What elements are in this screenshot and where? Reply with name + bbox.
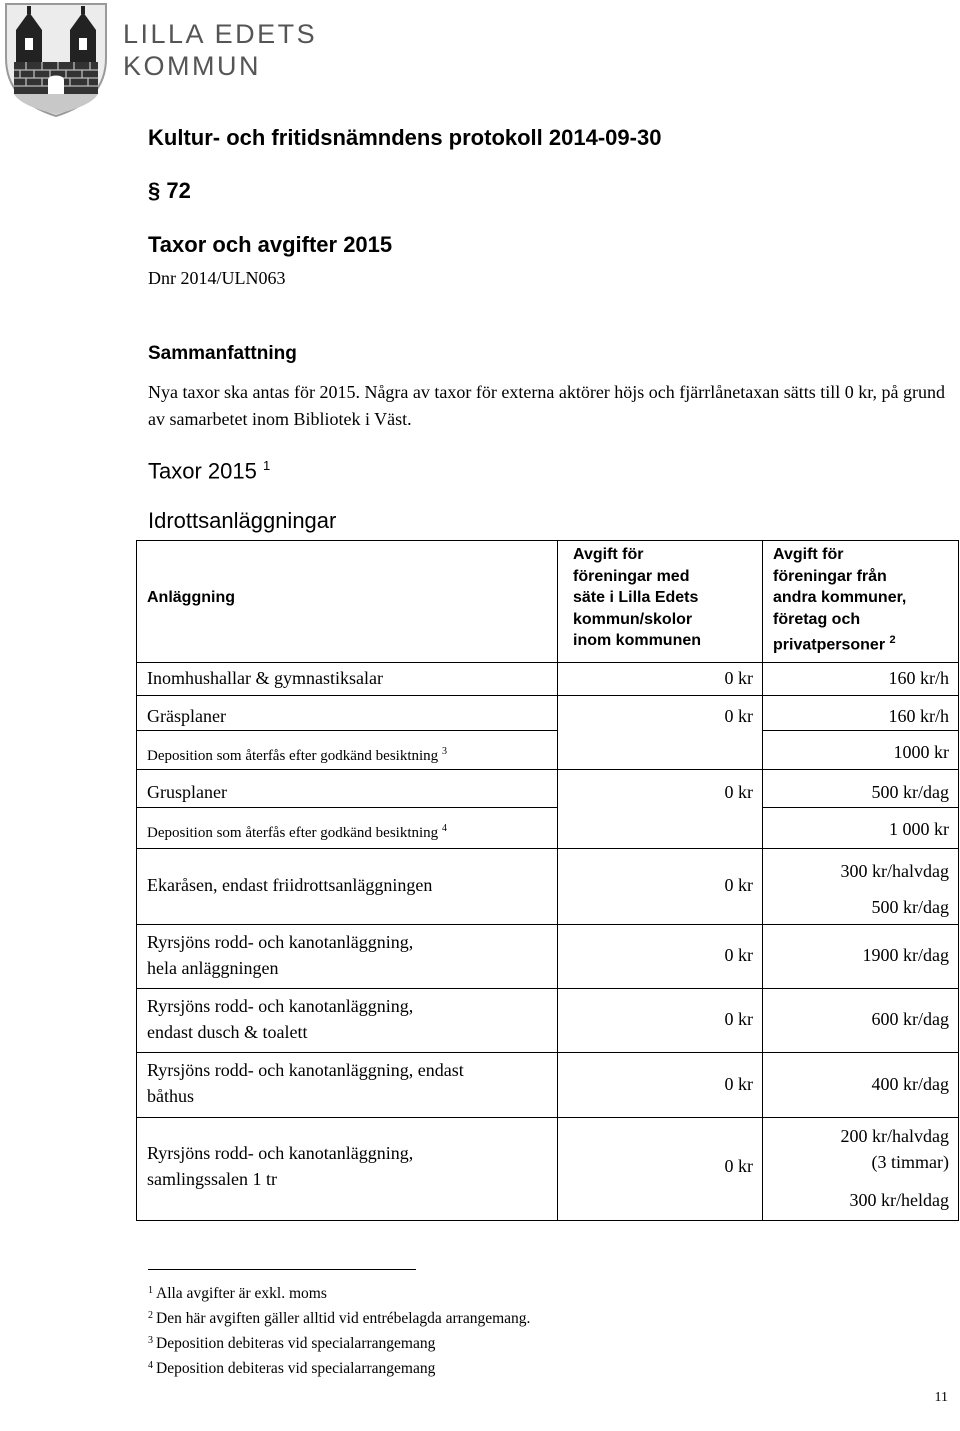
header-line: Avgift för [573, 546, 644, 563]
footnote-number: 2 [148, 1310, 153, 1321]
row-external-fee [759, 853, 949, 925]
row-divider [137, 1117, 958, 1118]
row-divider [763, 807, 958, 808]
fee-table [136, 540, 959, 1221]
row-deposit-label [147, 739, 557, 769]
row-facility-name: Grusplaner [147, 782, 227, 802]
footnote-text: Deposition debiteras vid specialarrangemang [156, 1360, 436, 1377]
row-local-fee: 0 kr [724, 782, 753, 802]
row-external-fee [759, 1123, 949, 1213]
row-external-fee: 160 kr/h [888, 668, 949, 688]
header-line: andra kommuner, [773, 589, 907, 606]
footnote-separator [148, 1269, 416, 1270]
header-external-fee [773, 544, 906, 656]
case-number: Dnr 2014/ULN063 [148, 268, 286, 288]
header-line-text: privatpersoner [773, 636, 886, 654]
header-line: säte i Lilla Edets [573, 589, 699, 606]
name-line: samlingssalen 1 tr [147, 1169, 277, 1189]
row-deposit-value: 1 000 kr [889, 819, 949, 839]
row-divider [137, 1052, 958, 1053]
fee-line: 500 kr/dag [871, 897, 949, 917]
row-divider [763, 730, 958, 731]
fee-line: 200 kr/halvdag [840, 1126, 949, 1146]
name-line: båthus [147, 1086, 194, 1106]
row-facility-name: Ekaråsen, endast friidrottsanläggningen [147, 875, 433, 895]
row-divider [137, 769, 958, 770]
row-deposit-value: 1000 kr [893, 742, 949, 762]
footnote-number: 4 [148, 1360, 153, 1371]
row-local-fee: 0 kr [724, 1156, 753, 1176]
row-local-fee: 0 kr [724, 668, 753, 688]
row-local-fee: 0 kr [724, 706, 753, 726]
name-line: Ryrsjöns rodd- och kanotanläggning, [147, 1143, 414, 1163]
page-number: 11 [934, 1390, 948, 1405]
header-facility: Anläggning [147, 589, 235, 606]
footnote-text: Den här avgiften gäller alltid vid entrébelagda arrangemang. [156, 1310, 531, 1327]
fee-line: (3 timmar) [871, 1152, 949, 1172]
footnotes [148, 1280, 530, 1380]
coat-of-arms-icon [0, 0, 112, 118]
row-divider [137, 848, 958, 849]
decision-title: Taxor och avgifter 2015 [148, 232, 393, 257]
taxor-heading-text: Taxor 2015 [148, 458, 257, 484]
footnote-ref: 4 [441, 823, 447, 834]
row-deposit-label [147, 816, 557, 846]
header-line: företag och [773, 610, 861, 628]
row-local-fee: 0 kr [724, 945, 753, 965]
fee-line: 300 kr/halvdag [840, 861, 949, 881]
municipality-line-2: KOMMUN [123, 51, 261, 81]
header-line: Avgift för [773, 546, 844, 563]
footnote-number: 1 [148, 1285, 153, 1296]
row-divider [137, 807, 557, 808]
footnote-text: Deposition debiteras vid specialarrangemang [156, 1335, 436, 1352]
row-external-fee: 500 kr/dag [871, 782, 949, 802]
row-local-fee: 0 kr [724, 1074, 753, 1094]
deposit-text: Deposition som återfås efter godkänd besiktning [147, 748, 439, 764]
name-line: Ryrsjöns rodd- och kanotanläggning, [147, 932, 414, 952]
header-line: föreningar från [773, 567, 887, 585]
footnote [148, 1305, 530, 1330]
footnote-ref: 3 [441, 746, 447, 757]
header-local-fee [573, 544, 701, 652]
row-divider [137, 695, 958, 696]
footnote [148, 1330, 530, 1355]
footnote-ref: 2 [889, 634, 896, 646]
column-divider [557, 541, 558, 1220]
footnote [148, 1355, 530, 1380]
name-line: Ryrsjöns rodd- och kanotanläggning, [147, 996, 414, 1016]
municipality-line-1: LILLA EDETS [123, 19, 318, 49]
name-line: Ryrsjöns rodd- och kanotanläggning, endast [147, 1060, 464, 1080]
summary-heading: Sammanfattning [148, 343, 297, 364]
footnote-number: 3 [148, 1335, 153, 1346]
row-facility-name: Gräsplaner [147, 706, 226, 726]
protocol-title: Kultur- och fritidsnämndens protokoll 2014-09-30 [148, 125, 662, 150]
row-facility-name [147, 993, 557, 1045]
name-line: hela anläggningen [147, 958, 279, 978]
row-local-fee: 0 kr [724, 875, 753, 895]
footnote [148, 1280, 530, 1305]
header-line: föreningar med [573, 567, 690, 585]
fee-line: 300 kr/heldag [849, 1190, 949, 1210]
row-external-fee: 600 kr/dag [871, 1009, 949, 1029]
header-line [773, 630, 906, 656]
header-line: kommun/skolor [573, 610, 693, 628]
row-facility-name [147, 929, 557, 981]
row-external-fee: 400 kr/dag [871, 1074, 949, 1094]
row-divider [137, 988, 958, 989]
row-external-fee: 160 kr/h [888, 706, 949, 726]
deposit-text: Deposition som återfås efter godkänd besiktning [147, 825, 439, 841]
name-line: endast dusch & toalett [147, 1022, 308, 1042]
row-divider [137, 662, 958, 663]
row-facility-name [147, 1140, 557, 1192]
taxor-heading [148, 458, 270, 484]
row-facility-name [147, 1057, 557, 1109]
row-local-fee: 0 kr [724, 1009, 753, 1029]
footnote-text: Alla avgifter är exkl. moms [156, 1285, 327, 1302]
paragraph-number: § 72 [148, 178, 191, 203]
header-line: inom kommunen [573, 632, 702, 649]
row-external-fee: 1900 kr/dag [862, 945, 949, 965]
footnote-ref: 1 [262, 458, 271, 473]
summary-text: Nya taxor ska antas för 2015. Några av taxor för externa aktörer höjs och fjärrlånetaxan sätts till 0 kr, på grund av samarbetet inom Bibliotek i Väst. [148, 382, 945, 429]
row-divider [137, 730, 557, 731]
facilities-heading: Idrottsanläggningar [148, 508, 337, 533]
municipality-name [123, 18, 317, 82]
row-facility-name: Inomhushallar & gymnastiksalar [147, 668, 383, 688]
